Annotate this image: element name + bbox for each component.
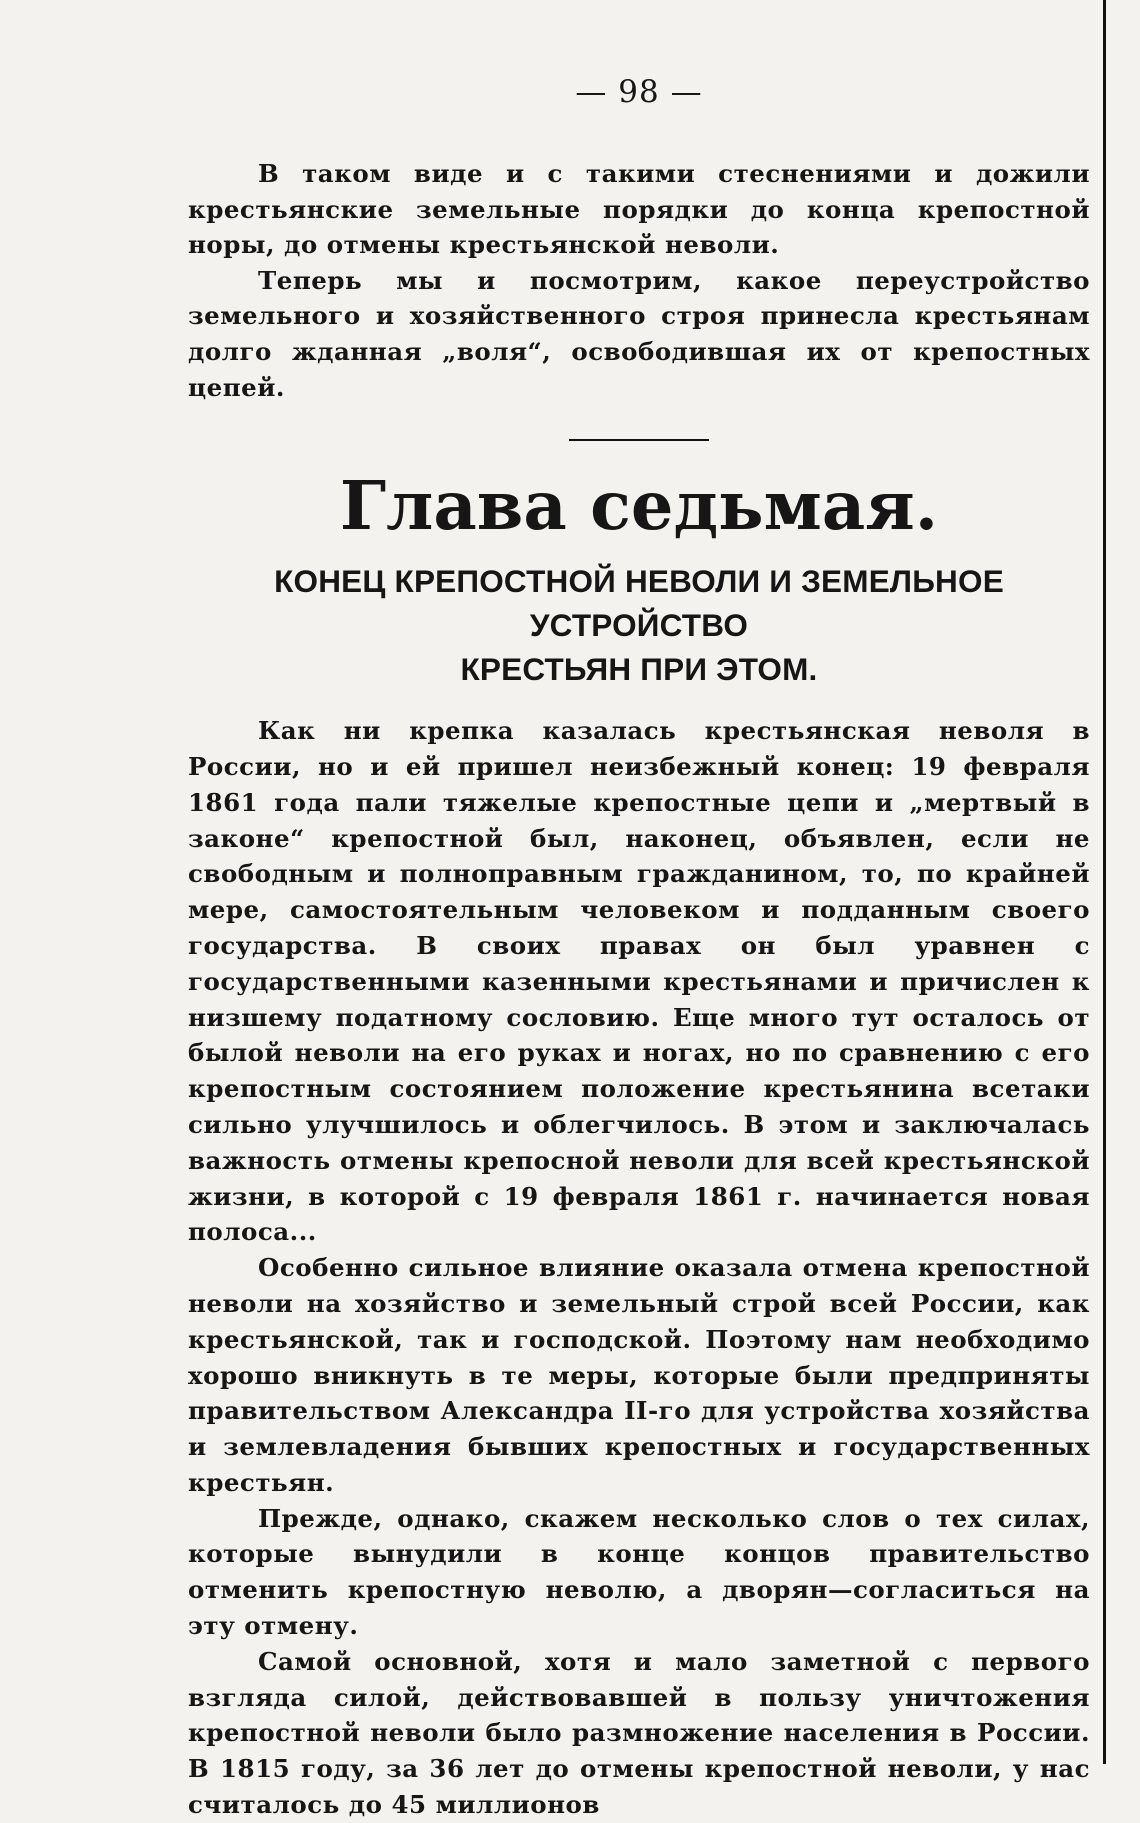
body-paragraph-4: Самой основной, хотя и мало заметной с первого взгляда силой, действовавшей в пользу уничтожения крепостной неволи было размножение населения в России. В 1815 году, за 36 лет до отмены крепостной неволи, у нас считалось до 45 миллионов: [188, 1646, 1090, 1820]
page-number: — 98 —: [575, 74, 703, 110]
chapter-subtitle: [188, 559, 1090, 691]
body-paragraph-2: Особенно сильное влияние оказала отмена крепостной неволи на хозяйство и земельный строй всей России, как крестьянской, так и господской. Поэтому нам необходимо хорошо вникнуть в те меры, которые были предприняты правительством Александра II-го для устройства хозяйства и землевладения бывших крепостных и государственных крестьян.: [188, 1253, 1090, 1497]
intro-paragraph-1: В таком виде и с такими стеснениями и дожили крестьянские земельные порядки до конца крепостной норы, до отмены крестьянской неволи.: [188, 159, 1090, 260]
section-divider: [569, 439, 709, 441]
chapter-title: Глава седьмая.: [339, 466, 939, 546]
intro-paragraph-2: Теперь мы и посмотрим, какое переустройство земельного и хозяйственного строя принесла крестьянам долго жданная „воля“, освободившая их от крепостных цепей.: [188, 265, 1090, 402]
chapter-body: [188, 713, 1090, 1823]
page-edge-rule: [1103, 0, 1106, 1764]
chapter-subtitle-line-1: КОНЕЦ КРЕПОСТНОЙ НЕВОЛИ И ЗЕМЕЛЬНОЕ УСТРОЙСТВО: [274, 563, 1004, 644]
body-paragraph-1: Как ни крепка казалась крестьянская неволя в России, но и ей пришел неизбежный конец: 19 февраля 1861 года пали тяжелые крепостные цепи и „мертвый в законе“ крепостной был, наконец, объявлен, если не свободным и полноправным гражданином, то, по крайней мере, самостоятельным человеком и подданным своего государства. В своих правах он был уравнен с государственными казенными крестьянами и причислен к низшему податному сословию. Еще много тут осталось от былой неволи на его руках и ногах, но по сравнению с его крепостным состоянием положение крестьянина всетаки сильно улучшилось и облегчилось. В этом и заключалась важность отмены крепосной неволи для всей крестьянской жизни, в которой с 19 февраля 1861 г. начинается новая полоса...: [188, 716, 1090, 1247]
page-content: [188, 60, 1090, 1823]
body-paragraph-3: Прежде, однако, скажем несколько слов о тех силах, которые вынудили в конце концов правительство отменить крепостную неволю, а дворян—согласиться на эту отмену.: [188, 1503, 1090, 1641]
chapter-subtitle-line-2: КРЕСТЬЯН ПРИ ЭТОМ.: [460, 651, 818, 688]
